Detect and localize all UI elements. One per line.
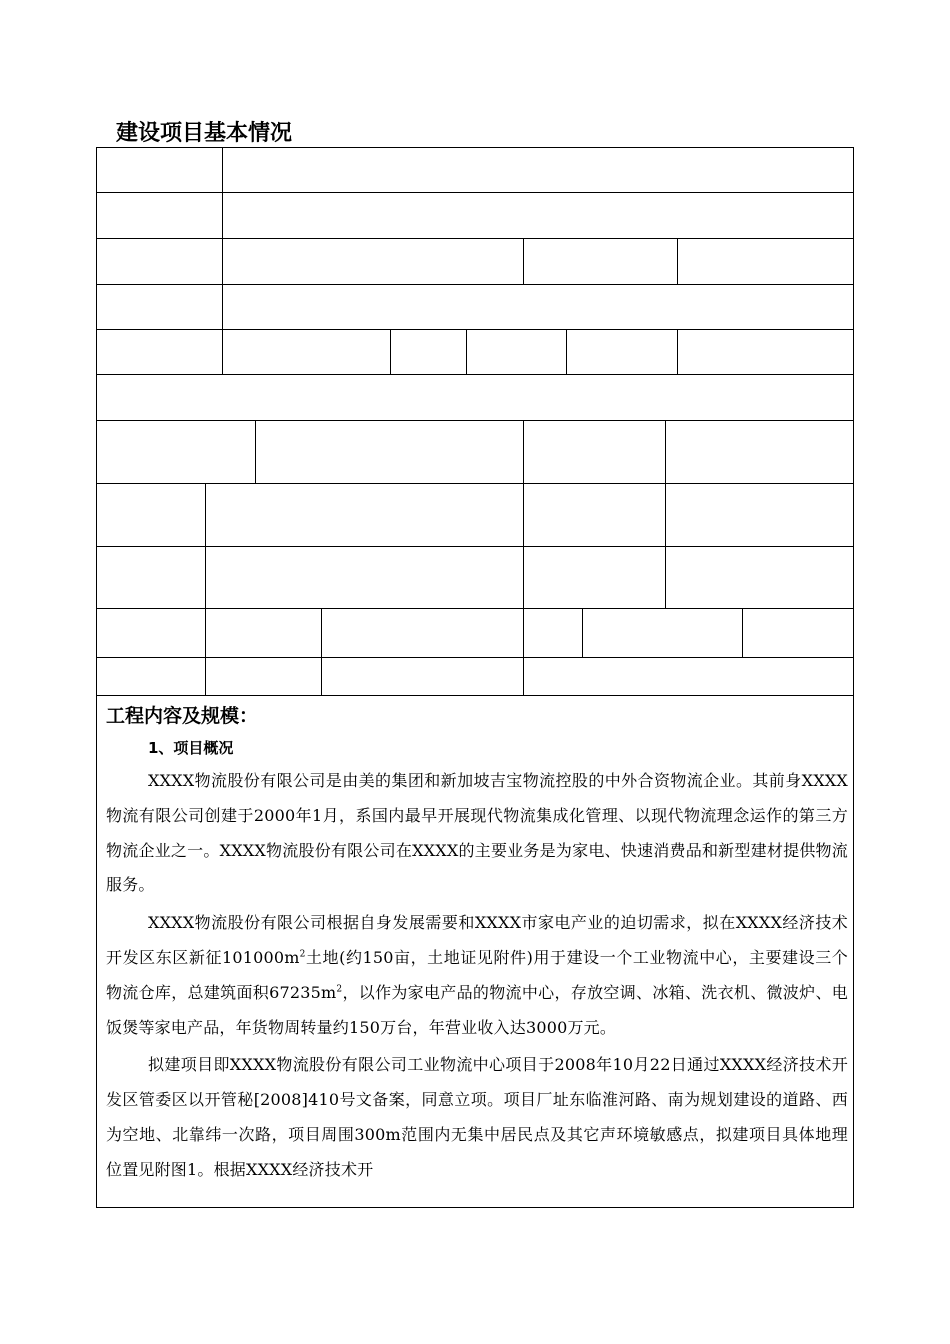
project-content-section bbox=[106, 700, 848, 1191]
section-title: 建设项目基本情况 bbox=[116, 121, 293, 146]
table-col-divider bbox=[390, 329, 391, 374]
content-heading: 工程内容及规模： bbox=[106, 705, 259, 727]
paragraph-project-approval: 拟建项目即XXXX物流股份有限公司工业物流中心项目于2008年10月22日通过XXXX经济技术开发区管委区以开管秘[2008]410号文备案，同意立项。项目厂址东临淮河路、南为规划建设的道路、西为空地、北靠纬一次路，项目周围300m范围内无集中居民点及其它声环境敏感点，拟建项目具体地理位置见附图1。根据XXXX经济技术开 bbox=[106, 1055, 848, 1179]
table-row-divider bbox=[96, 420, 854, 421]
paragraph-project-scope: XXXX物流股份有限公司根据自身发展需要和XXXX市家电产业的迫切需求，拟在XXXX经济技术开发区东区新征$101000m^2$土地(约150亩，土地证见附件)用于建设一个工业物流中心，主要建设三个物流仓库，总建筑面积$67235m^2$，以作为家电产品的物流中心，存放空调、冰箱、洗衣机、微波炉、电饭煲等家电产品，年货物周转量约150万台，年营业收入达3000万元。 bbox=[106, 913, 848, 1037]
table-row-divider bbox=[96, 238, 854, 239]
table-col-divider bbox=[677, 329, 678, 374]
table-row-divider bbox=[96, 329, 854, 330]
table-row-divider bbox=[96, 546, 854, 547]
table-col-divider bbox=[566, 329, 567, 374]
table-row-divider bbox=[96, 483, 854, 484]
table-col-divider bbox=[523, 238, 524, 284]
table-col-divider bbox=[222, 147, 223, 374]
table-col-divider bbox=[466, 329, 467, 374]
table-col-divider bbox=[321, 608, 322, 695]
table-row-divider bbox=[96, 192, 854, 193]
table-col-divider bbox=[742, 608, 743, 657]
table-col-divider bbox=[677, 238, 678, 284]
table-row-divider bbox=[96, 284, 854, 285]
content-subheading: 1、项目概况 bbox=[148, 739, 234, 757]
paragraph-company-overview: XXXX物流股份有限公司是由美的集团和新加坡吉宝物流控股的中外合资物流企业。其前身XXXX物流有限公司创建于2000年1月，系国内最早开展现代物流集成化管理、以现代物流理念运作的第三方物流企业之一。XXXX物流股份有限公司在XXXX的主要业务是为家电、快速消费品和新型建材提供物流服务。 bbox=[106, 771, 848, 895]
table-row-divider bbox=[96, 374, 854, 375]
table-row-divider bbox=[96, 695, 854, 696]
table-col-divider bbox=[205, 483, 206, 695]
table-col-divider bbox=[523, 420, 524, 695]
table-col-divider bbox=[665, 420, 666, 608]
table-row-divider bbox=[96, 657, 854, 658]
table-row-divider bbox=[96, 608, 854, 609]
table-col-divider bbox=[255, 420, 256, 483]
table-col-divider bbox=[582, 608, 583, 657]
